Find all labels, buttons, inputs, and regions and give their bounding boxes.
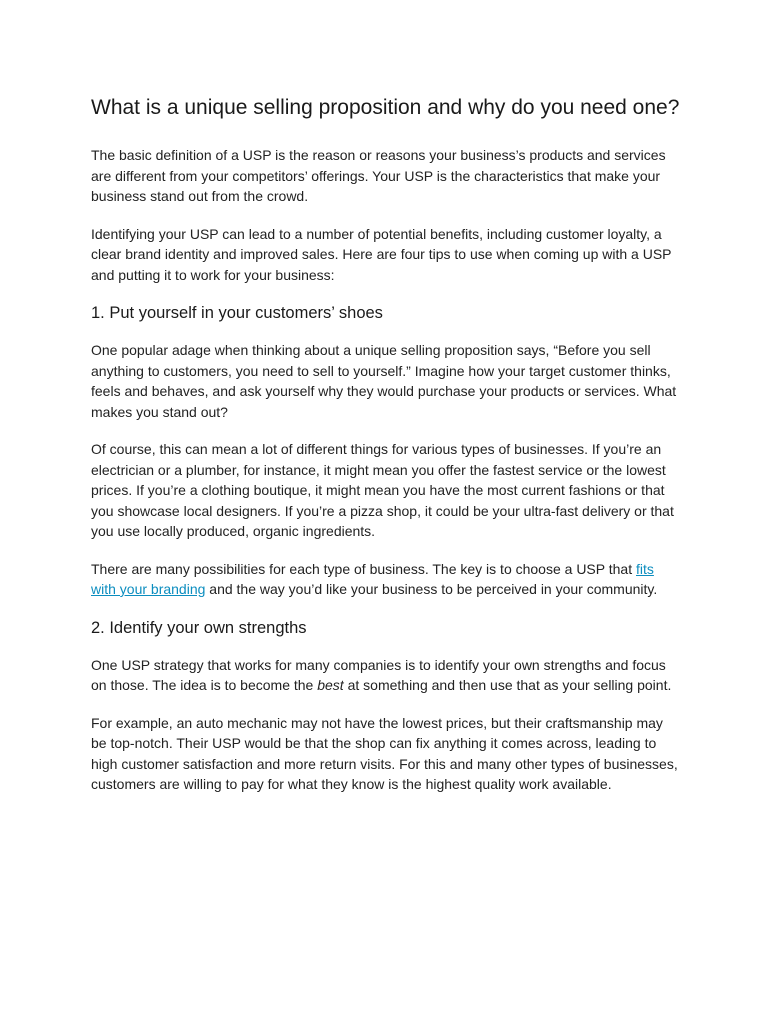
paragraph-text-segment: at something and then use that as your selling point. [343,677,672,693]
section-1-heading: 1. Put yourself in your customers’ shoes [91,304,383,322]
section-2-heading: 2. Identify your own strengths [91,618,307,637]
section-2-paragraph-1 [91,655,682,696]
page-title: What is a unique selling proposition and why do you need one? [91,96,680,119]
section-1-paragraph-1: One popular adage when thinking about a unique selling proposition says, “Before you sell anything to customers, you need to sell to yourself.” Imagine how your target customer thinks, feels and behaves, and ask yourself why they would purchase your products or services. What makes you stand out? [91,342,677,420]
intro-paragraph-1: The basic definition of a USP is the reason or reasons your business’s products and services are different from your competitors’ offerings. Your USP is the characteristics that make your business stand out from the crowd. [91,147,666,204]
paragraph-text-segment: and the way you’d like your business to be perceived in your community. [205,581,658,597]
section-1-paragraph-2: Of course, this can mean a lot of different things for various types of businesses. If you’re an electrician or a plumber, for instance, it might mean you offer the fastest service or the lowest prices. If you’re a clothing boutique, it might mean you have the most current fashions or that you showcase local designers. If you’re a pizza shop, it could be your ultra-fast delivery or that you use locally produced, organic ingredients. [91,441,674,539]
paragraph-text-segment: There are many possibilities for each type of business. The key is to choose a USP that [91,560,636,577]
section-1-paragraph-3 [91,559,682,600]
section-2-paragraph-2: For example, an auto mechanic may not have the lowest prices, but their craftsmanship may be top-notch. Their USP would be that the shop can fix anything it comes across, leading to high customer satisfaction and more return visits. For this and many other types of businesses, customers are willing to pay for what they know is the highest quality work available. [91,714,678,792]
intro-paragraph-2: Identifying your USP can lead to a number of potential benefits, including customer loyalty, a clear brand identity and improved sales. Here are four tips to use when coming up with a USP and putting it to work for your business: [91,225,672,283]
branding-link[interactable]: fits with your branding [91,560,654,597]
emphasized-word: best [317,677,344,693]
paragraph-text-segment: One USP strategy that works for many companies is to identify your own strengths and focus on those. The idea is to become the [91,656,666,693]
